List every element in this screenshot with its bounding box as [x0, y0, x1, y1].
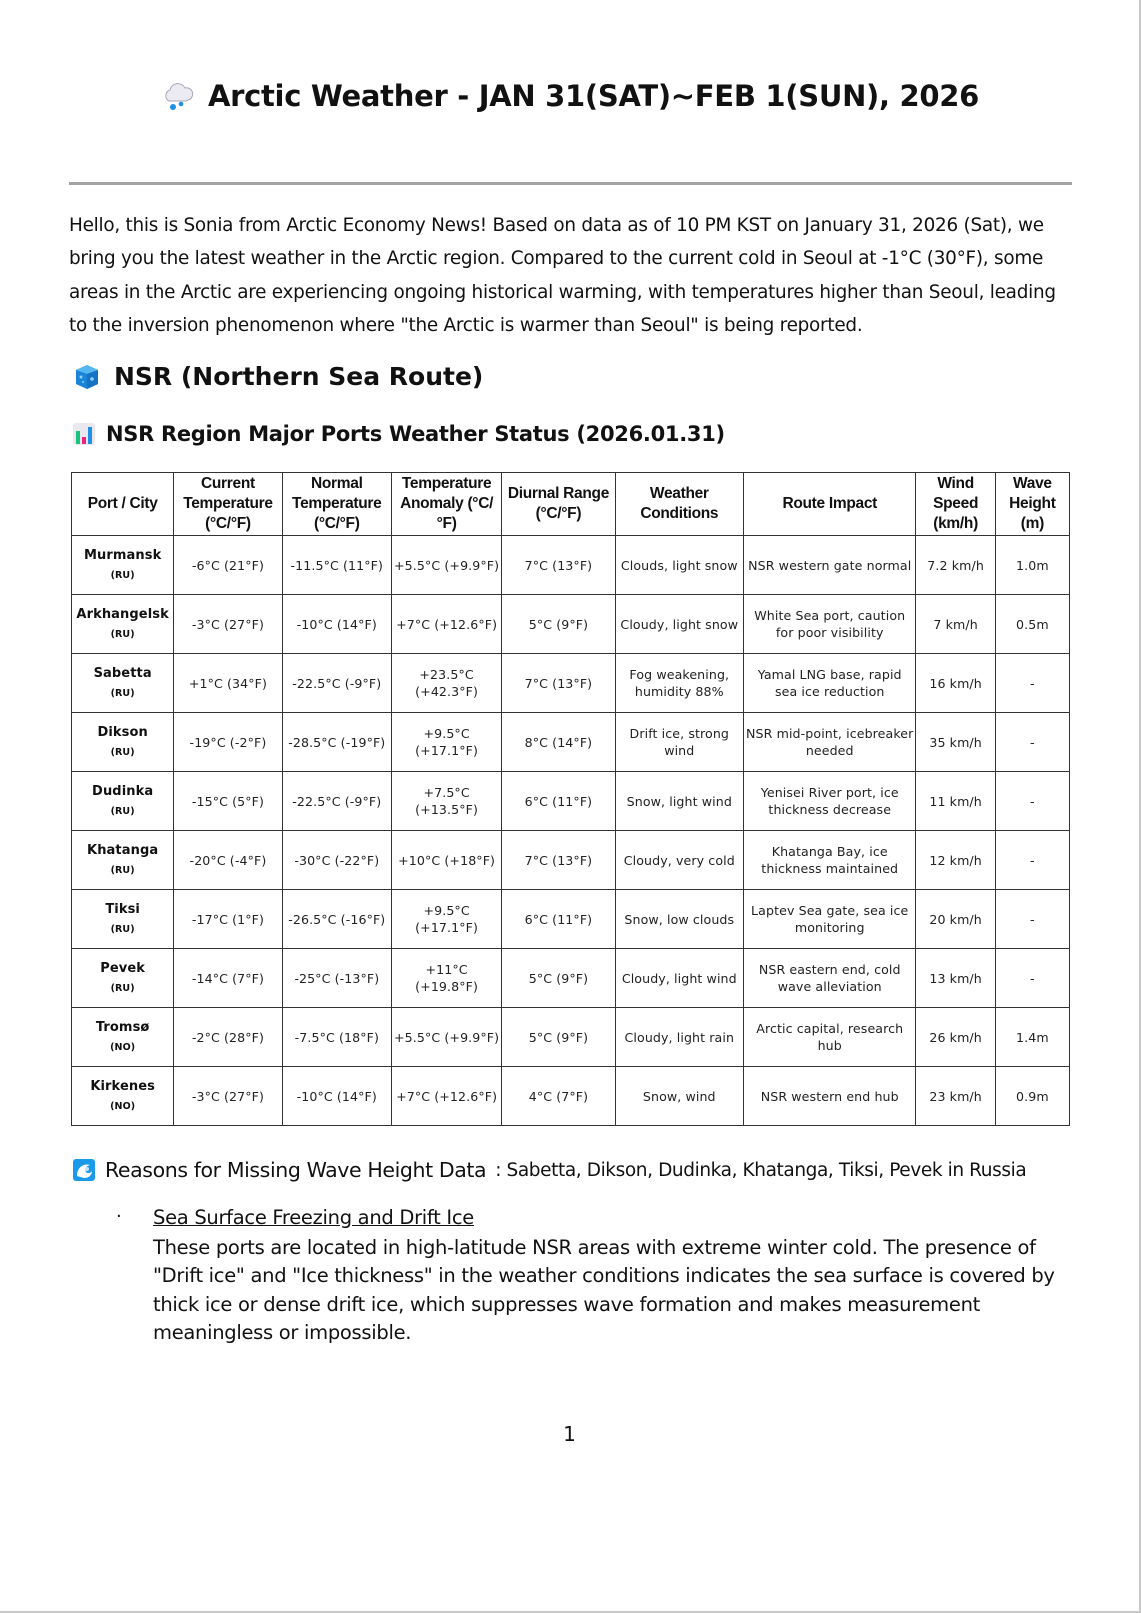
bar-chart-icon	[72, 422, 96, 446]
diurnal-range-cell: 5°C (9°F)	[502, 1008, 615, 1067]
wave-height-cell: 0.5m	[995, 595, 1069, 654]
port-city-cell	[72, 595, 174, 654]
anomaly-cell: +7°C (+12.6°F)	[391, 595, 501, 654]
missing-wave-heading	[72, 1158, 1026, 1182]
route-impact-cell: Laptev Sea gate, sea ice monitoring	[743, 890, 916, 949]
route-impact-cell: NSR mid-point, icebreaker needed	[743, 713, 916, 772]
current-temp-cell: -17°C (1°F)	[174, 890, 282, 949]
current-temp-cell: -20°C (-4°F)	[174, 831, 282, 890]
wind-speed-cell: 35 km/h	[916, 713, 995, 772]
current-temp-cell: -19°C (-2°F)	[174, 713, 282, 772]
anomaly-cell: +9.5°C (+17.1°F)	[391, 890, 501, 949]
page-number: 1	[563, 1422, 576, 1446]
port-city-cell	[72, 890, 174, 949]
normal-temp-cell: -22.5°C (-9°F)	[282, 772, 391, 831]
anomaly-cell: +7.5°C (+13.5°F)	[391, 772, 501, 831]
country-code: (RU)	[110, 805, 135, 817]
table-row	[72, 772, 1070, 831]
missing-wave-ports	[495, 1160, 1026, 1181]
diurnal-range-cell: 6°C (11°F)	[502, 890, 615, 949]
normal-temp-cell: -26.5°C (-16°F)	[282, 890, 391, 949]
wind-speed-cell: 7.2 km/h	[916, 536, 995, 595]
wind-speed-cell: 7 km/h	[916, 595, 995, 654]
city-name: Murmansk	[83, 547, 162, 563]
city-name: Arkhangelsk	[76, 606, 169, 622]
current-temp-cell: -15°C (5°F)	[174, 772, 282, 831]
port-city-cell	[72, 772, 174, 831]
section-heading-text: NSR (Northern Sea Route)	[114, 361, 484, 391]
table-row	[72, 1067, 1070, 1126]
column-header: Temperature Anomaly (°C/°F)	[391, 473, 501, 536]
wave-height-cell: -	[995, 713, 1069, 772]
column-header: Route Impact	[743, 473, 916, 536]
bullet-marker: ·	[116, 1206, 122, 1227]
city-name: Dikson	[97, 724, 148, 740]
anomaly-cell: +10°C (+18°F)	[391, 831, 501, 890]
column-header: Wave Height (m)	[995, 473, 1069, 536]
weather-cell: Snow, wind	[615, 1067, 743, 1126]
table-heading-text: NSR Region Major Ports Weather Status (2026.01.31)	[106, 422, 725, 446]
diurnal-range-cell: 7°C (13°F)	[502, 831, 615, 890]
section-heading-nsr	[72, 361, 483, 391]
missing-wave-heading-text: Reasons for Missing Wave Height Data	[105, 1158, 487, 1182]
weather-cell: Cloudy, light snow	[615, 595, 743, 654]
anomaly-cell: +5.5°C (+9.9°F)	[391, 536, 501, 595]
port-city-cell	[72, 713, 174, 772]
route-impact-cell: NSR eastern end, cold wave alleviation	[743, 949, 916, 1008]
route-impact-cell: Arctic capital, research hub	[743, 1008, 916, 1067]
column-header: Current Temperature (°C/°F)	[174, 473, 282, 536]
column-header: Weather Conditions	[615, 473, 743, 536]
city-name: Khatanga	[87, 842, 159, 858]
wave-icon	[72, 1158, 96, 1182]
port-city-cell	[72, 949, 174, 1008]
wave-height-cell: 0.9m	[995, 1067, 1069, 1126]
column-header: Wind Speed (km/h)	[916, 473, 995, 536]
normal-temp-cell: -10°C (14°F)	[282, 1067, 391, 1126]
wind-speed-cell: 11 km/h	[916, 772, 995, 831]
anomaly-cell: +23.5°C (+42.3°F)	[391, 654, 501, 713]
table-row	[72, 1008, 1070, 1067]
weather-cell: Clouds, light snow	[615, 536, 743, 595]
separator: :	[495, 1159, 507, 1181]
route-impact-cell: Khatanga Bay, ice thickness maintained	[743, 831, 916, 890]
wave-height-cell: 1.0m	[995, 536, 1069, 595]
country-code: (NO)	[110, 1100, 136, 1112]
anomaly-cell: +7°C (+12.6°F)	[391, 1067, 501, 1126]
city-name: Kirkenes	[90, 1078, 155, 1094]
diurnal-range-cell: 8°C (14°F)	[502, 713, 615, 772]
diurnal-range-cell: 7°C (13°F)	[502, 654, 615, 713]
column-header: Port / City	[72, 473, 174, 536]
country-code: (RU)	[110, 982, 135, 994]
diurnal-range-cell: 6°C (11°F)	[502, 772, 615, 831]
current-temp-cell: -3°C (27°F)	[174, 595, 282, 654]
port-city-cell	[72, 1067, 174, 1126]
country-code: (RU)	[110, 628, 135, 640]
wave-height-cell: -	[995, 831, 1069, 890]
city-name: Tiksi	[105, 901, 140, 917]
wind-speed-cell: 12 km/h	[916, 831, 995, 890]
weather-cell: Cloudy, light rain	[615, 1008, 743, 1067]
port-city-cell	[72, 1008, 174, 1067]
normal-temp-cell: -11.5°C (11°F)	[282, 536, 391, 595]
country-code: (RU)	[110, 923, 135, 935]
normal-temp-cell: -28.5°C (-19°F)	[282, 713, 391, 772]
current-temp-cell: -3°C (27°F)	[174, 1067, 282, 1126]
table-row	[72, 654, 1070, 713]
intro-paragraph: Hello, this is Sonia from Arctic Economy News! Based on data as of 10 PM KST on January 31, 2026 (Sat), we bring you the latest weather in the Arctic region. Compared to the current cold in Seoul at -1°C (30°F), some areas in the Arctic are experiencing ongoing historical warming, with temperatures higher than Seoul, leading to the inversion phenomenon where "the Arctic is warmer than Seoul" is being reported.	[69, 215, 1056, 336]
bullet-title: Sea Surface Freezing and Drift Ice	[153, 1206, 474, 1229]
weather-cell: Drift ice, strong wind	[615, 713, 743, 772]
column-header: Diurnal Range (°C/°F)	[502, 473, 615, 536]
wind-speed-cell: 16 km/h	[916, 654, 995, 713]
table-heading	[72, 422, 725, 446]
anomaly-cell: +11°C (+19.8°F)	[391, 949, 501, 1008]
table-row	[72, 713, 1070, 772]
ports-weather-table	[71, 472, 1070, 1126]
normal-temp-cell: -25°C (-13°F)	[282, 949, 391, 1008]
country-code: (RU)	[110, 569, 135, 581]
route-impact-cell: White Sea port, caution for poor visibility	[743, 595, 916, 654]
wind-speed-cell: 23 km/h	[916, 1067, 995, 1126]
city-name: Dudinka	[92, 783, 154, 799]
wave-height-cell: -	[995, 890, 1069, 949]
normal-temp-cell: -10°C (14°F)	[282, 595, 391, 654]
country-code: (RU)	[110, 687, 135, 699]
normal-temp-cell: -30°C (-22°F)	[282, 831, 391, 890]
country-code: (NO)	[110, 1041, 136, 1053]
diurnal-range-cell: 5°C (9°F)	[502, 949, 615, 1008]
wave-height-cell: 1.4m	[995, 1008, 1069, 1067]
route-impact-cell: NSR western gate normal	[743, 536, 916, 595]
normal-temp-cell: -7.5°C (18°F)	[282, 1008, 391, 1067]
route-impact-cell: Yenisei River port, ice thickness decrease	[743, 772, 916, 831]
current-temp-cell: -2°C (28°F)	[174, 1008, 282, 1067]
wave-height-cell: -	[995, 772, 1069, 831]
port-city-cell	[72, 831, 174, 890]
title-text: Arctic Weather - JAN 31(SAT)~FEB 1(SUN), 2026	[207, 79, 980, 113]
diurnal-range-cell: 5°C (9°F)	[502, 595, 615, 654]
table-row	[72, 595, 1070, 654]
bullet-text: These ports are located in high-latitude NSR areas with extreme winter cold. The presence of "Drift ice" and "Ice thickness" in the weather conditions indicates the sea surface is covered by thick ice or dense drift ice, which suppresses wave formation and makes measurement meaningless or impossible.	[153, 1236, 1055, 1344]
current-temp-cell: -14°C (7°F)	[174, 949, 282, 1008]
weather-cell: Cloudy, very cold	[615, 831, 743, 890]
anomaly-cell: +9.5°C (+17.1°F)	[391, 713, 501, 772]
city-name: Tromsø	[95, 1019, 150, 1035]
weather-cell: Cloudy, light wind	[615, 949, 743, 1008]
document-title	[0, 78, 1139, 114]
route-impact-cell: NSR western end hub	[743, 1067, 916, 1126]
wind-speed-cell: 20 km/h	[916, 890, 995, 949]
weather-cell: Fog weakening, humidity 88%	[615, 654, 743, 713]
weather-cell: Snow, light wind	[615, 772, 743, 831]
table-row	[72, 536, 1070, 595]
wave-height-cell: -	[995, 654, 1069, 713]
title-divider	[69, 182, 1072, 185]
anomaly-cell: +5.5°C (+9.9°F)	[391, 1008, 501, 1067]
city-name: Sabetta	[93, 665, 152, 681]
snow-cloud-icon	[160, 78, 196, 114]
current-temp-cell: -6°C (21°F)	[174, 536, 282, 595]
country-code: (RU)	[110, 864, 135, 876]
ice-cube-icon	[72, 361, 102, 391]
table-row	[72, 949, 1070, 1008]
table-header-row	[72, 473, 1070, 536]
weather-cell: Snow, low clouds	[615, 890, 743, 949]
route-impact-cell: Yamal LNG base, rapid sea ice reduction	[743, 654, 916, 713]
city-name: Pevek	[100, 960, 146, 976]
current-temp-cell: +1°C (34°F)	[174, 654, 282, 713]
wind-speed-cell: 26 km/h	[916, 1008, 995, 1067]
wave-height-cell: -	[995, 949, 1069, 1008]
diurnal-range-cell: 4°C (7°F)	[502, 1067, 615, 1126]
port-city-cell	[72, 654, 174, 713]
wind-speed-cell: 13 km/h	[916, 949, 995, 1008]
port-city-cell	[72, 536, 174, 595]
table-row	[72, 831, 1070, 890]
diurnal-range-cell: 7°C (13°F)	[502, 536, 615, 595]
column-header: Normal Temperature (°C/°F)	[282, 473, 391, 536]
normal-temp-cell: -22.5°C (-9°F)	[282, 654, 391, 713]
country-code: (RU)	[110, 746, 135, 758]
table-body	[72, 536, 1070, 1126]
ports-list: Sabetta, Dikson, Dudinka, Khatanga, Tiksi, Pevek in Russia	[506, 1159, 1027, 1181]
table-row	[72, 890, 1070, 949]
